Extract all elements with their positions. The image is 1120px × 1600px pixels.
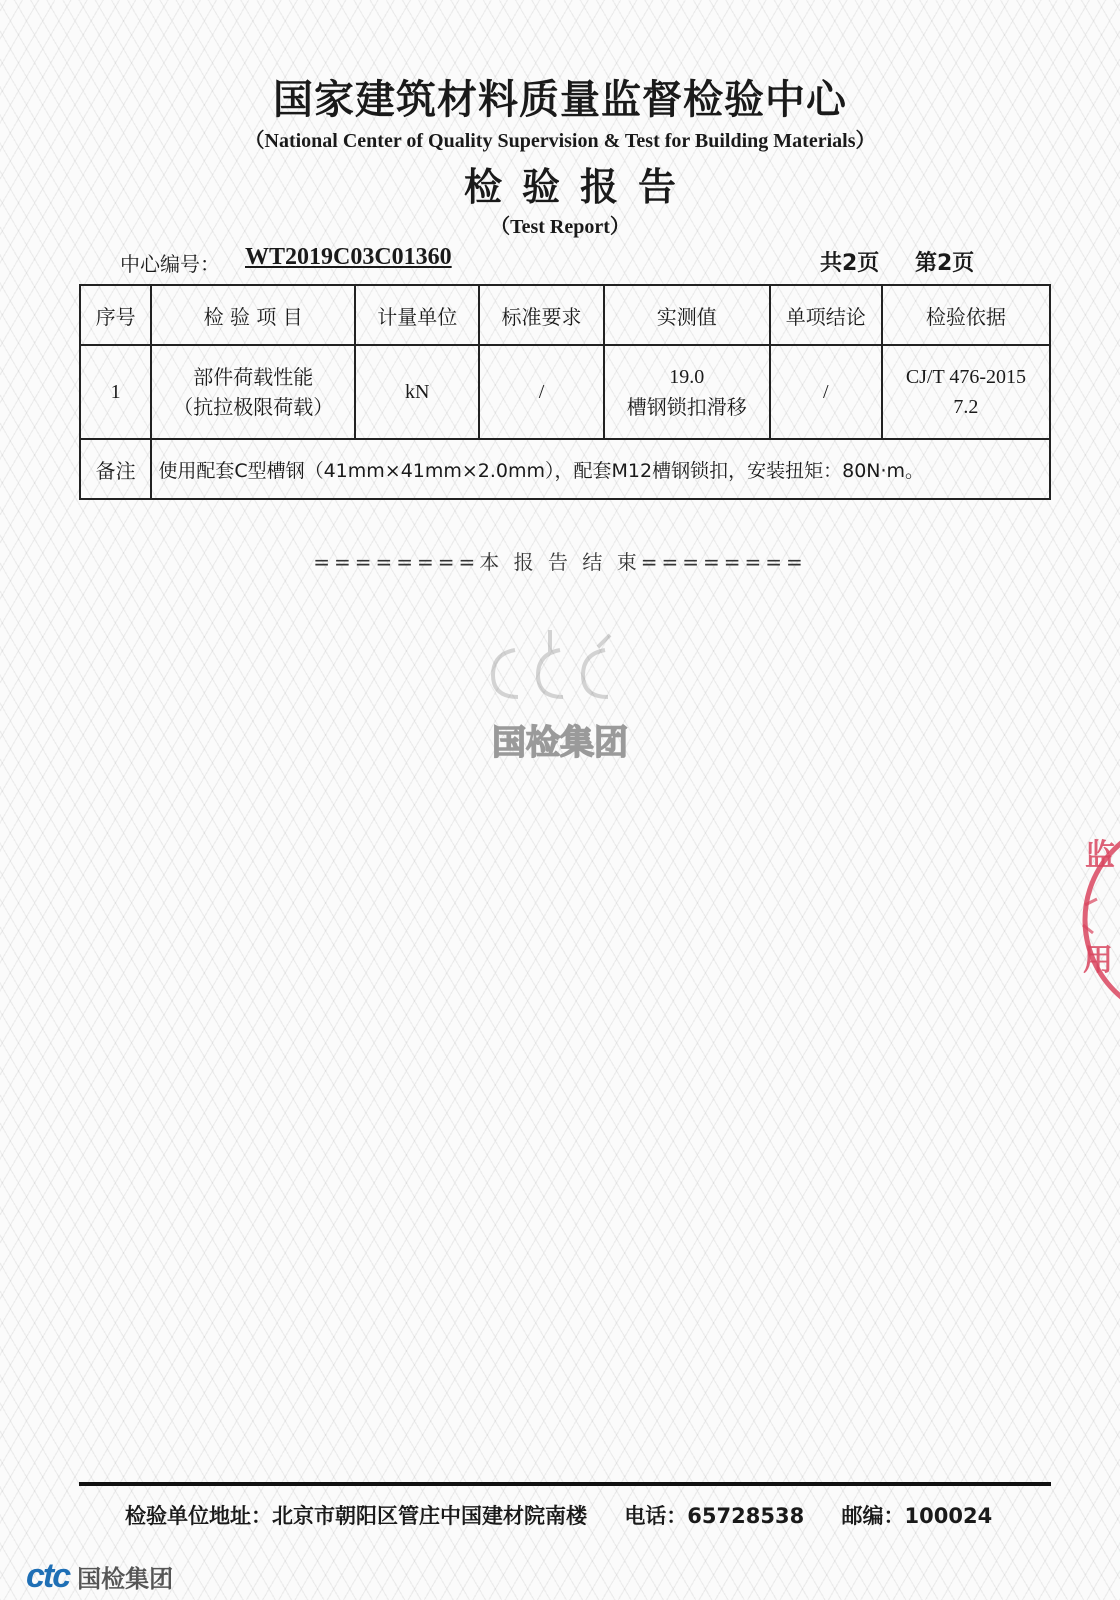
header-conclusion: 单项结论 [770, 285, 882, 345]
remark-row [80, 439, 1050, 499]
report-meta-row [120, 244, 990, 276]
ctc-logo-name: 国检集团 [77, 1564, 174, 1593]
header-unit: 计量单位 [355, 285, 479, 345]
cell-item [151, 345, 355, 439]
cell-item-line1: 部件荷载性能 [193, 365, 314, 389]
page-current: 第2页 [915, 251, 975, 276]
header-basis: 检验依据 [882, 285, 1050, 345]
cell-no: 1 [80, 345, 151, 439]
header-measured: 实测值 [604, 285, 770, 345]
footer-divider [79, 1482, 1051, 1486]
end-of-report-line: ========本 报 告 结 束======== [313, 550, 807, 574]
header-item: 检 验 项 目 [151, 285, 355, 345]
institution-title-cn: 国家建筑材料质量监督检验中心 [273, 77, 847, 123]
center-number-value: WT2019C03C01360 [245, 244, 452, 270]
stamp-text-top: 监 [1085, 838, 1115, 873]
institution-title-en: （National Center of Quality Supervision & Test for Building Materials） [244, 130, 876, 152]
stamp-text-bottom: 用 [1083, 943, 1113, 978]
cell-conclusion: / [770, 345, 882, 439]
ctc-logo [26, 1558, 173, 1594]
table-header-row [80, 285, 1050, 345]
cell-measured [604, 345, 770, 439]
page-total: 共2页 [820, 251, 880, 276]
cell-basis [882, 345, 1050, 439]
footer-address: 检验单位地址：北京市朝阳区管庄中国建材院南楼 [125, 1504, 587, 1528]
cell-item-line2: （抗拉极限荷载） [173, 395, 334, 419]
table-row [80, 345, 1050, 439]
report-title-cn: 检验报告 [463, 165, 696, 209]
header-no: 序号 [80, 285, 151, 345]
report-title-en: （Test Report） [490, 216, 630, 238]
cell-standard: / [479, 345, 603, 439]
cell-measured-value: 19.0 [669, 366, 705, 388]
header-standard: 标准要求 [479, 285, 603, 345]
cell-basis-line2: 7.2 [953, 396, 979, 418]
cell-unit: kN [355, 345, 479, 439]
remark-text: 使用配套C型槽钢（41mm×41mm×2.0mm），配套M12槽钢锁扣，安装扭矩：80N·m。 [151, 439, 1050, 499]
cell-measured-note: 槽钢锁扣滑移 [626, 395, 747, 419]
footer-phone: 电话：65728538 [624, 1504, 805, 1528]
center-number-label: 中心编号： [120, 252, 220, 276]
footer-contact [125, 1500, 1085, 1530]
footer-postcode: 邮编：100024 [841, 1504, 993, 1528]
official-seal-stamp [1075, 810, 1120, 1030]
cell-basis-line1: CJ/T 476-2015 [905, 366, 1027, 388]
watermark-text: 国检集团 [492, 723, 628, 763]
ctc-logo-icon: ctc [26, 1556, 70, 1595]
remark-label: 备注 [80, 439, 151, 499]
test-result-table [79, 284, 1051, 500]
